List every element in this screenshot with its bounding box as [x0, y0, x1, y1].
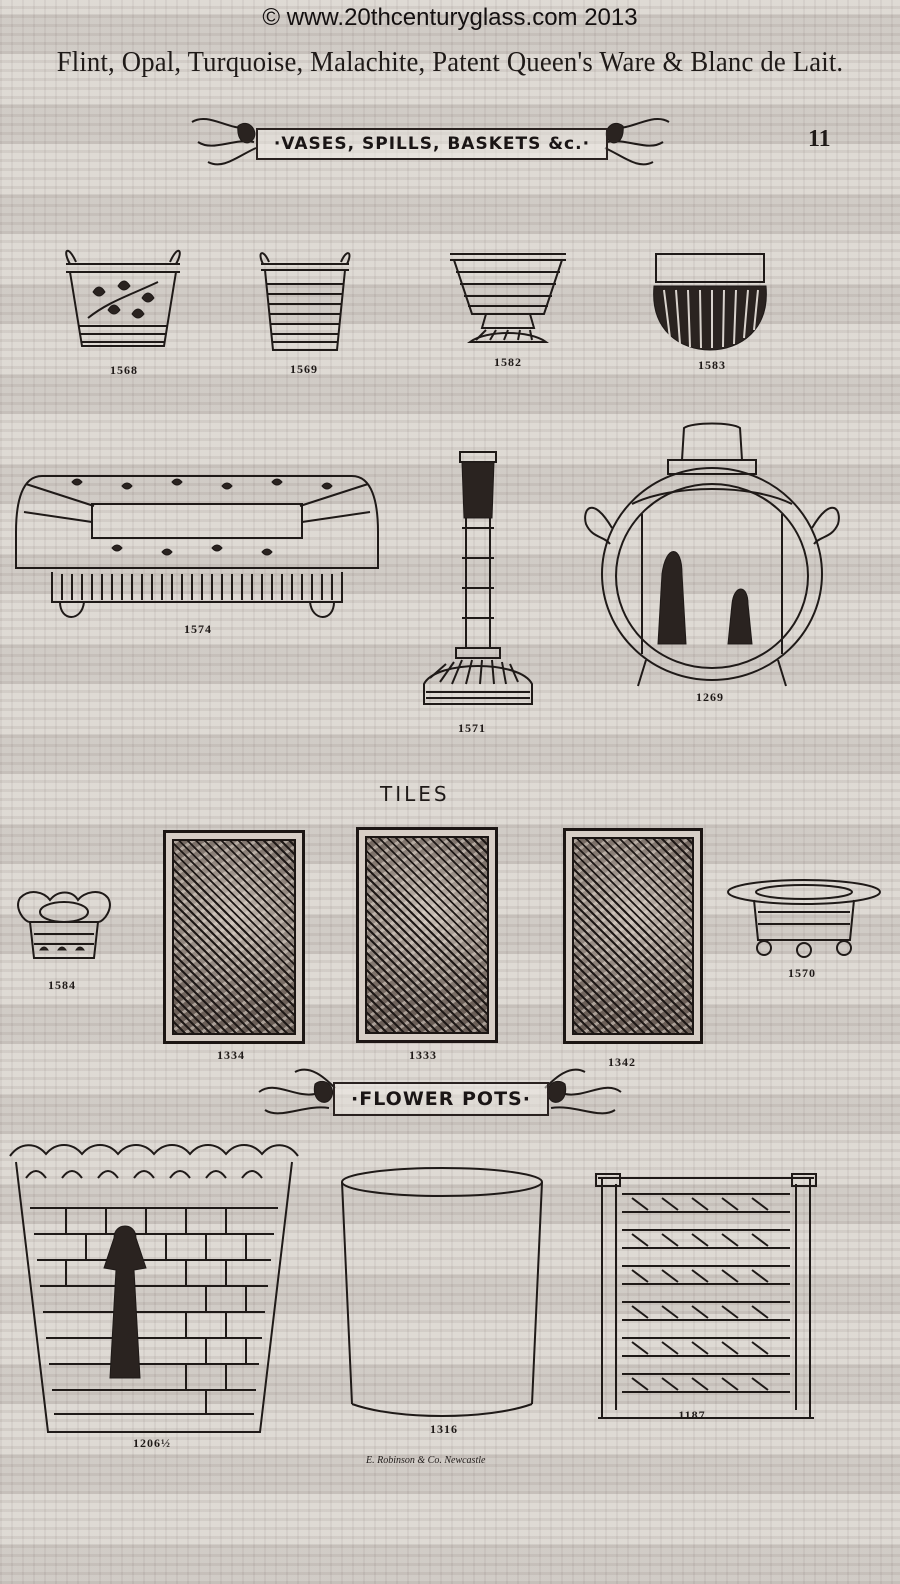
- page-number: 11: [808, 126, 831, 152]
- item-number-1571: 1571: [458, 721, 486, 735]
- flower-pots-banner: ·FLOWER POTS·: [333, 1082, 549, 1116]
- item-number-1187: 1187: [678, 1408, 706, 1422]
- footed-bowl-1570: [724, 876, 884, 966]
- item-number-1568: 1568: [110, 363, 138, 377]
- item-number-1584: 1584: [48, 978, 76, 992]
- basket-1582: [446, 246, 571, 356]
- item-number-1334: 1334: [217, 1048, 245, 1062]
- tile-1342: [563, 828, 703, 1044]
- tile-1333: [356, 827, 498, 1043]
- candlestick-1571: [416, 448, 541, 720]
- square-wicker-pot-1187: [592, 1170, 820, 1426]
- ribbed-bowl-1583: [650, 250, 770, 356]
- small-dish-1584: [14, 888, 114, 970]
- item-number-1269: 1269: [696, 690, 724, 704]
- item-number-1569: 1569: [290, 362, 318, 376]
- item-number-1342: 1342: [608, 1055, 636, 1069]
- item-number-1333: 1333: [409, 1048, 437, 1062]
- vases-spills-baskets-banner: ·VASES, SPILLS, BASKETS &c.·: [256, 128, 608, 160]
- basket-1568: [58, 242, 188, 362]
- flask-vase-1269: [582, 424, 842, 694]
- basketweave-flower-pot-1206: [6, 1138, 302, 1438]
- item-number-1316: 1316: [430, 1422, 458, 1436]
- item-number-1570: 1570: [788, 966, 816, 980]
- tile-1334: [163, 830, 305, 1044]
- item-number-1582: 1582: [494, 355, 522, 369]
- page-heading: Flint, Opal, Turquoise, Malachite, Patent Queen's Ware & Blanc de Lait.: [56, 46, 844, 78]
- copyright-notice: © www.20thcenturyglass.com 2013: [262, 4, 638, 31]
- basket-1569: [255, 248, 355, 358]
- tiles-section-title: TILES: [380, 782, 450, 806]
- rectangular-dish-1574: [12, 472, 382, 632]
- item-number-1583: 1583: [698, 358, 726, 372]
- item-number-1574: 1574: [184, 622, 212, 636]
- printer-credit: E. Robinson & Co. Newcastle: [366, 1455, 486, 1466]
- plain-flower-pot-1316: [336, 1164, 548, 1426]
- item-number-1206: 1206½: [133, 1436, 171, 1450]
